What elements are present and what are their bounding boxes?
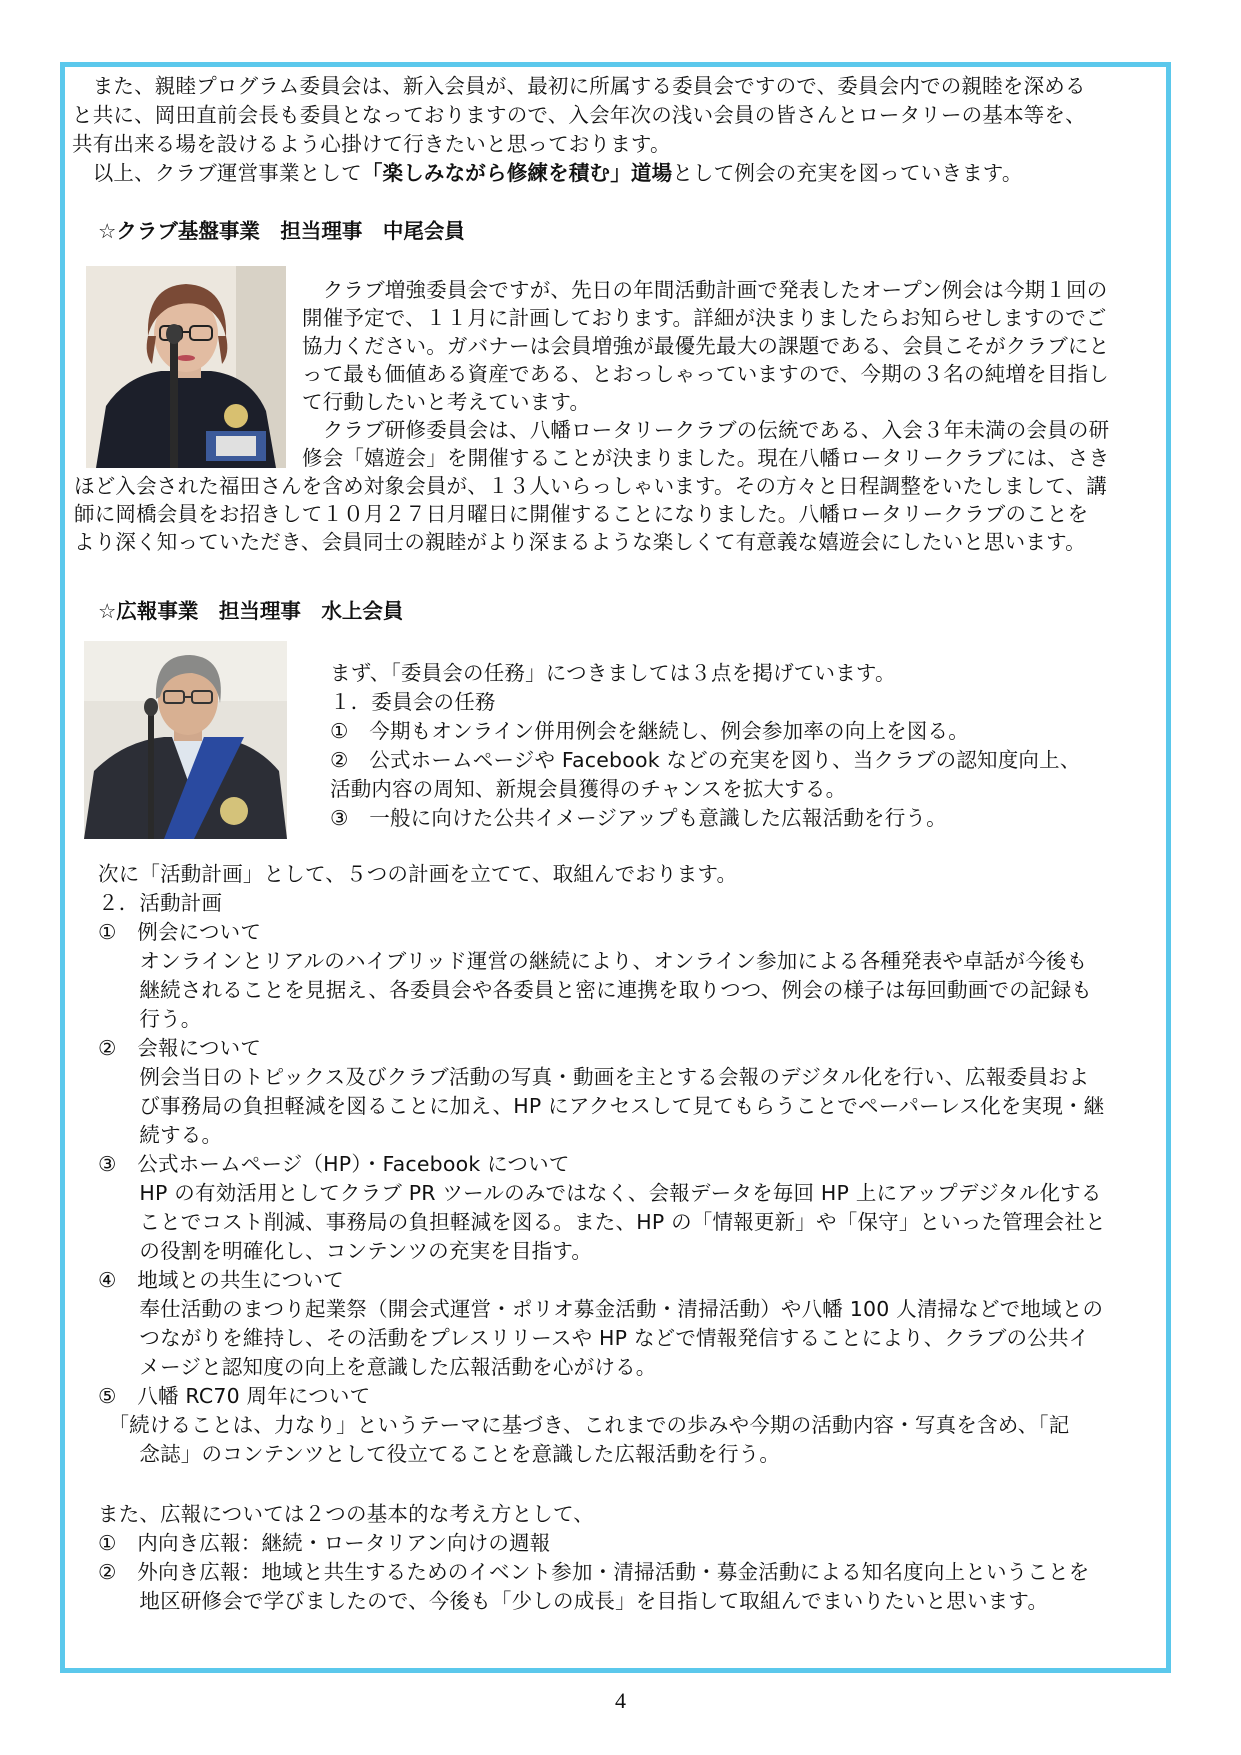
text-line: ② 会報について (98, 1036, 262, 1060)
section-heading-public-relations: ☆広報事業 担当理事 水上会員 (98, 599, 404, 623)
text-line: また、広報については２つの基本的な考え方として、 (98, 1502, 594, 1526)
text-run: 以上、クラブ運営事業として (72, 161, 362, 185)
text-line: １．委員会の任務 (330, 690, 496, 714)
text-line: ① 例会について (98, 920, 262, 944)
text-line: 師に岡橋会員をお招きして１０月２７日月曜日に開催することになりました。八幡ロータリークラブのことを (74, 502, 1089, 526)
text-line: の役割を明確化し、コンテンツの充実を目指す。 (98, 1239, 593, 1263)
section-heading-club-foundation: ☆クラブ基盤事業 担当理事 中尾会員 (98, 219, 465, 243)
text-line: 続する。 (98, 1123, 223, 1147)
text-line: ① 内向き広報：継続・ロータリアン向けの週報 (98, 1531, 551, 1555)
text-line: 共有出来る場を設けるよう心掛けて行きたいと思っております。 (72, 132, 671, 156)
text-line: 奉仕活動のまつり起業祭（開会式運営・ポリオ募金活動・清掃活動）や八幡 100 人清掃などで地域との (98, 1297, 1104, 1321)
text-line: 継続されることを見据え、各委員会や各委員と密に連携を取りつつ、例会の様子は毎回動画での記録も (98, 978, 1093, 1002)
text-line: 協力ください。ガバナーは会員増強が最優先最大の課題である、会員こそがクラブにと (302, 334, 1110, 358)
text-line: 念誌」のコンテンツとして役立てることを意識した広報活動を行う。 (98, 1442, 781, 1466)
text-line: 行う。 (98, 1007, 202, 1031)
emphasis-text: 「楽しみながら修練を積む」道場 (361, 161, 673, 185)
text-line: 「続けることは、力なり」というテーマに基づき、これまでの歩みや今期の活動内容・写真を含め、「記 (98, 1413, 1070, 1437)
text-line: と共に、岡田直前会長も委員となっておりますので、入会年次の浅い会員の皆さんとロータリーの基本等を、 (72, 103, 1086, 127)
text-line: ことでコスト削減、事務局の負担軽減を図る。また、HP の「情報更新」や「保守」といった管理会社と (98, 1210, 1106, 1234)
text-line: ④ 地域との共生について (98, 1268, 344, 1292)
text-line: 修会「嬉遊会」を開催することが決まりました。現在八幡ロータリークラブには、さき (302, 446, 1110, 470)
speaker-photo-nakao (86, 266, 286, 468)
text-line: び事務局の負担軽減を図ることに加え、HP にアクセスして見てもらうことでペーパーレス化を実現・継 (98, 1094, 1105, 1118)
text-run: として例会の充実を図っていきます。 (672, 161, 1023, 185)
text-line: 例会当日のトピックス及びクラブ活動の写真・動画を主とする会報のデジタル化を行い、広報委員およ (98, 1065, 1090, 1089)
text-line: て行動したいと考えています。 (302, 390, 591, 414)
text-line: HP の有効活用としてクラブ PR ツールのみではなく、会報データを毎回 HP 上にアップデジタル化する (98, 1181, 1102, 1205)
text-line: ③ 一般に向けた公共イメージアップも意識した広報活動を行う。 (330, 806, 947, 830)
text-line: ① 今期もオンライン併用例会を継続し、例会参加率の向上を図る。 (330, 719, 969, 743)
text-line: ② 外向き広報：地域と共生するためのイベント参加・清掃活動・募金活動による知名度向上ということを (98, 1560, 1090, 1584)
text-line: より深く知っていただき、会員同士の親睦がより深まるような楽しくて有意義な嬉遊会にしたいと思います。 (74, 530, 1086, 554)
text-line: メージと認知度の向上を意識した広報活動を心がける。 (98, 1355, 657, 1379)
text-line: 地区研修会で学びましたので、今後も「少しの成長」を目指して取組んでまいりたいと思います。 (98, 1589, 1049, 1613)
text-line: ほど入会された福田さんを含め対象会員が、１３人いらっしゃいます。その方々と日程調整をいたしまして、講 (74, 474, 1107, 498)
text-line: 開催予定で、１１月に計画しております。詳細が決まりましたらお知らせしますのでご (302, 306, 1107, 330)
text-line: オンラインとリアルのハイブリッド運営の継続により、オンライン参加による各種発表や卓話が今後も (98, 949, 1088, 973)
text-line: 活動内容の周知、新規会員獲得のチャンスを拡大する。 (330, 777, 847, 801)
page-number: 4 (615, 1688, 626, 1713)
text-line: まず、「委員会の任務」につきましては３点を掲げています。 (330, 661, 896, 685)
text-line: ③ 公式ホームページ（HP）・Facebook について (98, 1152, 570, 1176)
text-line: また、親睦プログラム委員会は、新入会員が、最初に所属する委員会ですので、委員会内での親睦を深める (72, 74, 1086, 98)
text-line: ⑤ 八幡 RC70 周年について (98, 1384, 371, 1408)
text-line: 次に「活動計画」として、５つの計画を立てて、取組んでおります。 (98, 862, 738, 886)
text-line: ２．活動計画 (98, 891, 223, 915)
text-line: ② 公式ホームページや Facebook などの充実を図り、当クラブの認知度向上、 (330, 748, 1081, 772)
speaker-photo-mizukami (84, 641, 287, 839)
text-line (72, 159, 1023, 188)
text-line: クラブ研修委員会は、八幡ロータリークラブの伝統である、入会３年未満の会員の研 (302, 418, 1110, 442)
text-line: クラブ増強委員会ですが、先日の年間活動計画で発表したオープン例会は今期１回の (302, 278, 1108, 302)
text-line: つながりを維持し、その活動をプレスリリースや HP などで情報発信することにより、クラブの公共イ (98, 1326, 1090, 1350)
text-line: って最も価値ある資産である、とおっしゃっていますので、今期の３名の純増を目指し (302, 362, 1109, 386)
